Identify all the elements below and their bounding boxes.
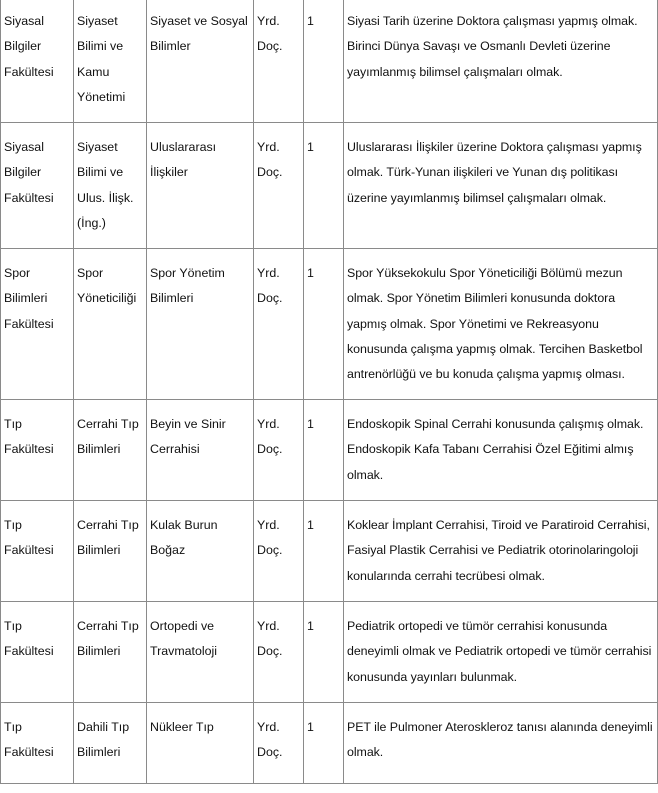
rank-cell: Yrd. Doç. <box>254 123 304 249</box>
department-cell: Spor Yöneticiliği <box>74 249 147 400</box>
count-cell: 1 <box>304 400 344 501</box>
department-cell: Dahili Tıp Bilimleri <box>74 703 147 784</box>
department-cell: Siyaset Bilimi ve Ulus. İlişk. (İng.) <box>74 123 147 249</box>
requirement-cell: Siyasi Tarih üzerine Doktora çalışması yapmış olmak. Birinci Dünya Savaşı ve Osmanlı Devleti üzerine yayımlanmış bilimsel çalışmaları olmak. <box>344 0 658 123</box>
rank-cell: Yrd. Doç. <box>254 0 304 123</box>
table-row <box>1 249 658 400</box>
rank-cell: Yrd. Doç. <box>254 703 304 784</box>
table-row <box>1 400 658 501</box>
count-cell: 1 <box>304 602 344 703</box>
requirement-cell: Uluslararası İlişkiler üzerine Doktora çalışması yapmış olmak. Türk-Yunan ilişkileri ve Yunan dış politikası üzerine yayımlanmış bilimsel çalışmaları olmak. <box>344 123 658 249</box>
faculty-cell: Siyasal Bilgiler Fakültesi <box>1 123 74 249</box>
program-cell: Spor Yönetim Bilimleri <box>147 249 254 400</box>
faculty-cell: Spor Bilimleri Fakültesi <box>1 249 74 400</box>
table-row <box>1 602 658 703</box>
program-cell: Beyin ve Sinir Cerrahisi <box>147 400 254 501</box>
program-cell: Uluslararası İlişkiler <box>147 123 254 249</box>
requirement-cell: Spor Yüksekokulu Spor Yöneticiliği Bölümü mezun olmak. Spor Yönetim Bilimleri konusunda doktora yapmış olmak. Spor Yönetimi ve Rekreasyonu konusunda çalışma yapmış olmak. Tercihen Basketbol antrenörlüğü ve bu konuda çalışma yapmış olması. <box>344 249 658 400</box>
program-cell: Siyaset ve Sosyal Bilimler <box>147 0 254 123</box>
program-cell: Nükleer Tıp <box>147 703 254 784</box>
program-cell: Ortopedi ve Travmatoloji <box>147 602 254 703</box>
department-cell: Cerrahi Tıp Bilimleri <box>74 400 147 501</box>
count-cell: 1 <box>304 501 344 602</box>
faculty-cell: Tıp Fakültesi <box>1 703 74 784</box>
department-cell: Cerrahi Tıp Bilimleri <box>74 501 147 602</box>
rank-cell: Yrd. Doç. <box>254 249 304 400</box>
program-cell: Kulak Burun Boğaz <box>147 501 254 602</box>
requirement-cell: PET ile Pulmoner Ateroskleroz tanısı alanında deneyimli olmak. <box>344 703 658 784</box>
department-cell: Cerrahi Tıp Bilimleri <box>74 602 147 703</box>
department-cell: Siyaset Bilimi ve Kamu Yönetimi <box>74 0 147 123</box>
faculty-cell: Tıp Fakültesi <box>1 501 74 602</box>
faculty-cell: Tıp Fakültesi <box>1 602 74 703</box>
table-row <box>1 703 658 784</box>
rank-cell: Yrd. Doç. <box>254 400 304 501</box>
requirement-cell: Endoskopik Spinal Cerrahi konusunda çalışmış olmak. Endoskopik Kafa Tabanı Cerrahisi Özel Eğitimi almış olmak. <box>344 400 658 501</box>
table-row <box>1 123 658 249</box>
table-row <box>1 0 658 123</box>
faculty-cell: Siyasal Bilgiler Fakültesi <box>1 0 74 123</box>
requirement-cell: Pediatrik ortopedi ve tümör cerrahisi konusunda deneyimli olmak ve Pediatrik ortopedi ve tümör cerrahisi konusunda yayınları bulunmak. <box>344 602 658 703</box>
count-cell: 1 <box>304 703 344 784</box>
rank-cell: Yrd. Doç. <box>254 602 304 703</box>
count-cell: 1 <box>304 0 344 123</box>
rank-cell: Yrd. Doç. <box>254 501 304 602</box>
faculty-cell: Tıp Fakültesi <box>1 400 74 501</box>
count-cell: 1 <box>304 123 344 249</box>
table-row <box>1 501 658 602</box>
requirement-cell: Koklear İmplant Cerrahisi, Tiroid ve Paratiroid Cerrahisi, Fasiyal Plastik Cerrahisi ve Pediatrik otorinolaringoloji konularında cerrahi tecrübesi olmak. <box>344 501 658 602</box>
count-cell: 1 <box>304 249 344 400</box>
